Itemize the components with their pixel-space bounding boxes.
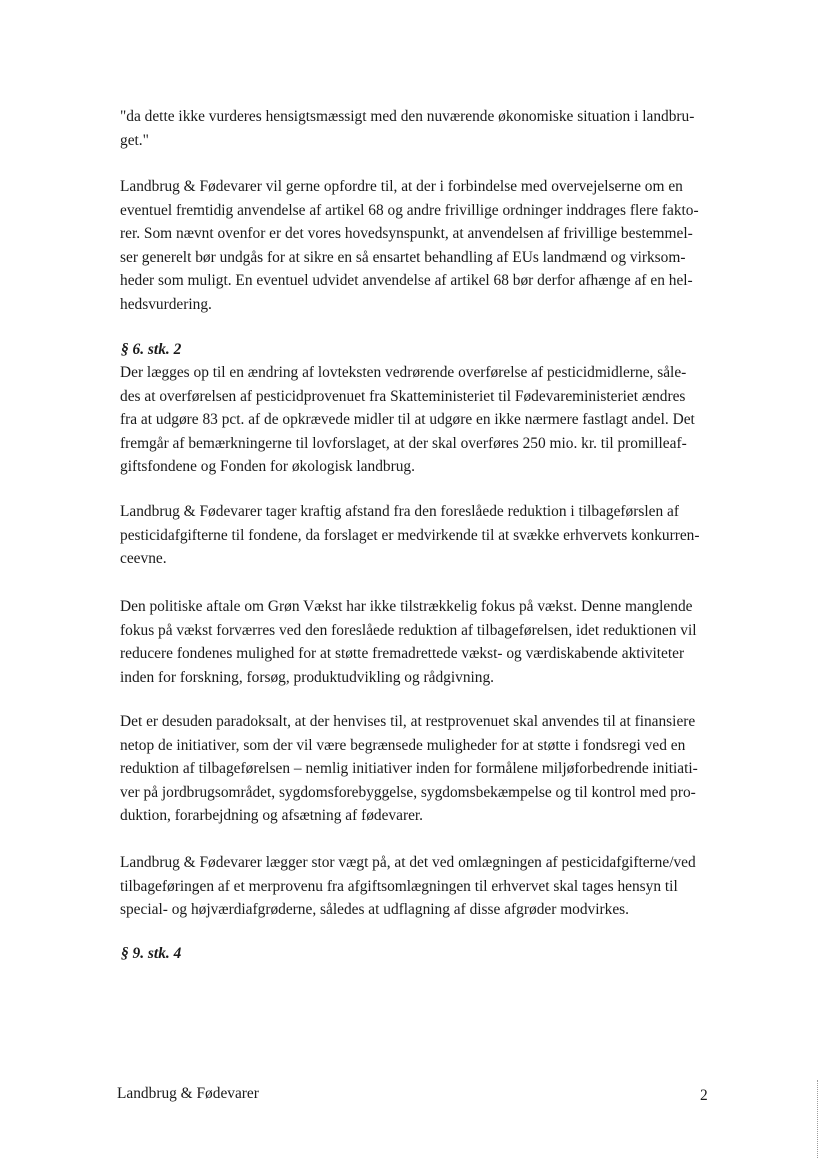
text-line: "da dette ikke vurderes hensigtsmæssigt med den nuværende økonomiske situation i landbru- — [120, 108, 695, 125]
text-line: Det er desuden paradoksalt, at der henvises til, at restprovenuet skal anvendes til at finansiere — [120, 713, 696, 730]
text-line: ceevne. — [120, 550, 167, 567]
text-line: rer. Som nævnt ovenfor er det vores hovedsynspunkt, at anvendelsen af frivillige bestemmel- — [120, 225, 693, 242]
section-heading-9: § 9. stk. 4 — [121, 945, 182, 962]
paragraph-special-crops — [120, 851, 712, 922]
footer-page-number: 2 — [700, 1087, 708, 1104]
paragraph-growth — [120, 595, 712, 689]
section-heading-6: § 6. stk. 2 — [121, 341, 182, 358]
text-line: special- og højværdiafgrøderne, således at udflagning af disse afgrøder modvirkes. — [120, 901, 630, 918]
text-line: duktion, forarbejdning og afsætning af fødevarer. — [120, 807, 424, 824]
paragraph-paradox — [120, 710, 712, 828]
text-line: fra at udgøre 83 pct. af de opkrævede midler til at udgøre en ikke nærmere fastlagt andel. Det — [120, 411, 695, 428]
text-line: Den politiske aftale om Grøn Vækst har ikke tilstrækkelig fokus på vækst. Denne manglende — [120, 598, 693, 615]
text-line: ver på jordbrugsområdet, sygdomsforebyggelse, sygdomsbekæmpelse og til kontrol med pro- — [120, 783, 696, 801]
text-line: get." — [120, 131, 149, 149]
text-line: fremgår af bemærkningerne til lovforslaget, at der skal overføres 250 mio. kr. til promilleaf- — [120, 434, 687, 452]
text-line: ser generelt bør undgås for at sikre en så ensartet behandling af EUs landmænd og virksom- — [120, 248, 686, 266]
text-line: Landbrug & Fødevarer tager kraftig afstand fra den foreslåede reduktion i tilbageførslen af — [120, 503, 679, 520]
text-line: Landbrug & Fødevarer lægger stor vægt på, at det ved omlægningen af pesticidafgifterne/ved — [120, 854, 696, 871]
text-line: reducere fondenes mulighed for at støtte fremadrettede vækst- og værdiskabende aktiviteter — [120, 645, 685, 662]
text-line: des at overførelsen af pesticidprovenuet fra Skatteministeriet til Fødevareministeriet ændres — [120, 387, 686, 405]
text-line: eventuel fremtidig anvendelse af artikel 68 og andre frivillige ordninger inddrages flere fakto- — [120, 201, 699, 219]
paragraph-article-68 — [120, 175, 712, 316]
text-line: pesticidafgifterne til fondene, da forslaget er medvirkende til at svække erhvervets konkurren- — [120, 526, 700, 544]
text-line: reduktion af tilbageførelsen – nemlig initiativer inden for formålene miljøforbedrende initiati- — [120, 760, 698, 777]
text-line: Landbrug & Fødevarer vil gerne opfordre til, at der i forbindelse med overvejelserne om en — [120, 178, 683, 195]
text-line: tilbageføringen af et merprovenu fra afgiftsomlægningen til erhvervet skal tages hensyn til — [120, 877, 678, 895]
scan-edge-mark — [817, 1080, 819, 1158]
text-line: inden for forskning, forsøg, produktudvikling og rådgivning. — [120, 668, 495, 686]
text-line: fokus på vækst forværres ved den foreslåede reduktion af tilbageførelsen, idet reduktionen vil — [120, 621, 697, 639]
text-line: Der lægges op til en ændring af lovteksten vedrørende overførelse af pesticidmidlerne, såle- — [120, 364, 687, 381]
paragraph-opposition — [120, 500, 712, 571]
text-line: giftsfondene og Fonden for økologisk landbrug. — [120, 458, 415, 475]
paragraph-quote — [120, 105, 712, 152]
paragraph-pesticide-transfer — [120, 361, 712, 479]
text-line: heder som muligt. En eventuel udvidet anvendelse af artikel 68 bør derfor afhænge af en hel- — [120, 272, 693, 289]
text-line: hedsvurdering. — [120, 295, 212, 313]
footer-organization: Landbrug & Fødevarer — [117, 1085, 259, 1102]
text-line: netop de initiativer, som der vil være begrænsede muligheder for at støtte i fondsregi ved en — [120, 736, 686, 754]
